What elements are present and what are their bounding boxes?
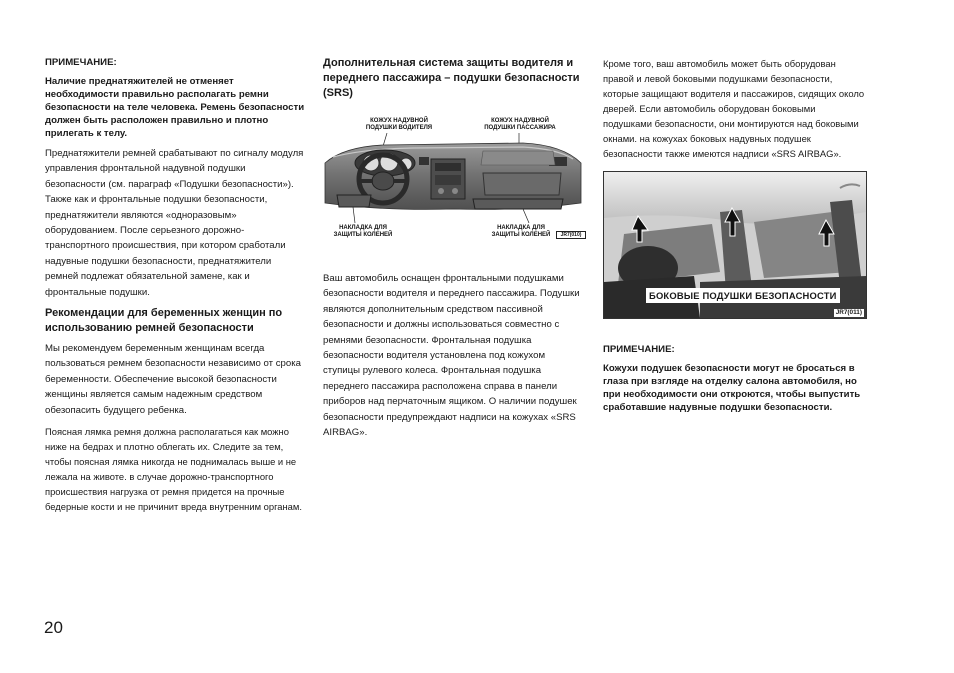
note-text-right: Кожухи подушек безопасности могут не бросаться в глаза при взгляде на отделку салона автомобиля, но при необходимости они откроются, чтобы выпустить сработавшие надувные подушки безопасности. (603, 363, 861, 413)
paragraph-pretensioners: Преднатяжители ремней срабатывают по сигналу модуля управления фронтальной надувной подушки безопасности (см. параграф «Подушки безопасности»). Также как и фронтальные подушки безопасности, преднатяжители являются «одноразовым» оборудованием. После серьезного дорожно-транспортного происшествия, при котором сработали надувные подушки безопасности, преднатяжители ремней подлежат обязательной замене, как и фронтальные подушки. (45, 148, 304, 298)
section-heading-pregnant: Рекомендации для беременных женщин по использованию ремней безопасности (45, 307, 283, 334)
column-middle (323, 56, 583, 446)
paragraph-side-airbags: Кроме того, ваш автомобиль может быть оборудован правой и левой боковыми подушками безопасности, которые защищают водителя и пассажиров, сидящих около дверей. Если автомобиль оборудован боковыми подушками безопасности, они монтируются над боковыми окнами. на кожухах боковых надувных подушек безопасности также имеются надписи «SRS AIRBAG». (603, 58, 865, 159)
note-title-right: ПРИМЕЧАНИЕ: (603, 344, 675, 355)
label-knee-bolster-right: НАКЛАДКА ДЛЯ ЗАЩИТЫ КОЛЕНЕЙ (491, 225, 551, 238)
section-heading-srs: Дополнительная система защиты водителя и переднего пассажира – подушки безопасности (SRS) (323, 57, 580, 99)
note-text: Наличие преднатяжителей не отменяет необходимости правильно располагать ремни безопасности на теле человека. Ремень безопасности должен быть расположен правильно и плотно прилегать к телу. (45, 76, 305, 139)
column-right (603, 56, 865, 420)
label-knee-bolster-left: НАКЛАДКА ДЛЯ ЗАЩИТЫ КОЛЕНЕЙ (333, 225, 393, 238)
side-airbags-photo (603, 171, 867, 319)
paragraph-pregnant-1: Мы рекомендуем беременным женщинам всегда пользоваться ремнем безопасности независимо от срока беременности. Обеспечение высокой безопасности женщины является самым надежным средством обезопасить будущего ребенка. (45, 343, 301, 416)
photo-caption: БОКОВЫЕ ПОДУШКИ БЕЗОПАСНОСТИ (646, 288, 840, 303)
label-driver-airbag-cover: КОЖУХ НАДУВНОЙ ПОДУШКИ ВОДИТЕЛЯ (365, 118, 433, 131)
figure-code-011: JR7(011) (835, 309, 862, 316)
dashboard-figure (323, 107, 585, 245)
note-title: ПРИМЕЧАНИЕ: (45, 57, 117, 68)
paragraph-pregnant-2: Поясная лямка ремня должна располагаться как можно ниже на бедрах и плотно облегать их. Следите за тем, чтобы поясная лямка никогда не поднималась выше и не лежала на животе. в случае дорожно-транспортного происшествия нагрузка от ремня придется на прочные бедерные кости и не причинит вреда внутренним органам. (45, 426, 302, 513)
dashboard-illustration (323, 133, 585, 225)
column-left (45, 56, 305, 520)
figure-code-010: JR7(010) (556, 231, 586, 239)
label-passenger-airbag-cover: КОЖУХ НАДУВНОЙ ПОДУШКИ ПАССАЖИРА (484, 118, 556, 131)
page-number: 20 (44, 618, 63, 637)
paragraph-front-airbags: Ваш автомобиль оснащен фронтальными подушками безопасности водителя и переднего пассажира. Подушки являются дополнительным средством пассивной безопасности и должны использоваться совместно с ремнями безопасности. Фронтальная подушка безопасности водителя установлена под кожухом ступицы рулевого колеса. Фронтальная подушка переднего пассажира расположена справа в панели приборов над перчаточным ящиком. О наличии подушек безопасности предупреждают надписи на кожухах «SRS AIRBAG». (323, 273, 580, 439)
